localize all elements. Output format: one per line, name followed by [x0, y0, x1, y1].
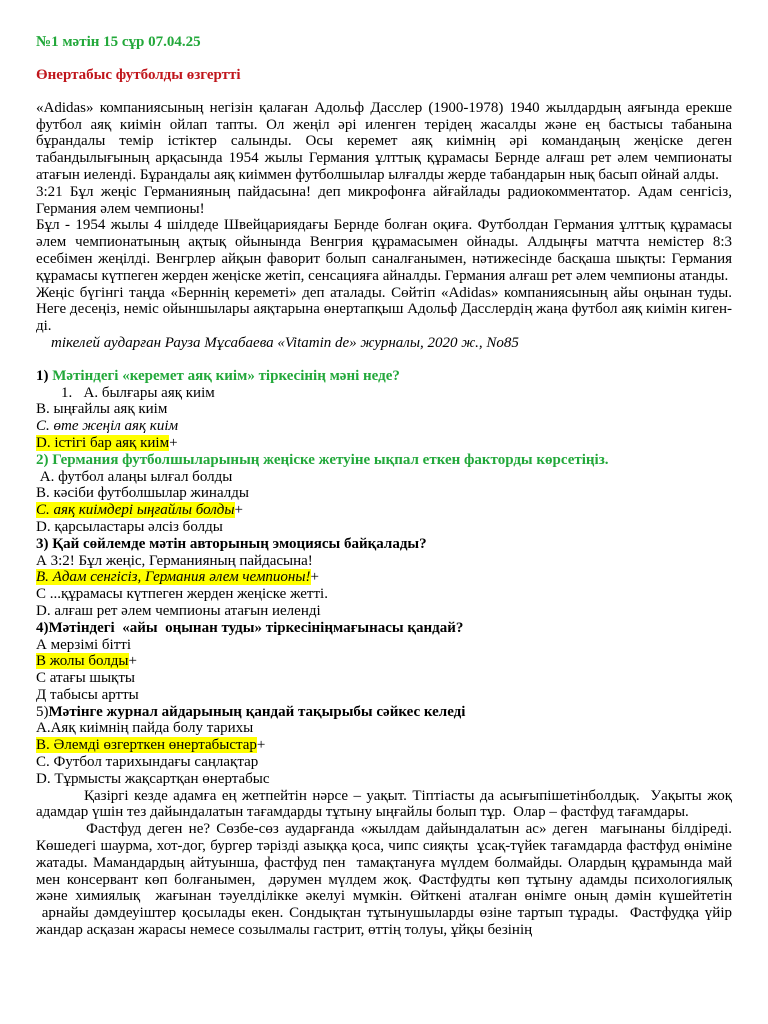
- q5-option-d: D. Тұрмысты жақсартқан өнертабыс: [36, 770, 270, 787]
- paragraph-4: Жеңіс бүгінгі таңда «Берннің кереметі» деп аталады. Сөйтіп «Adidas» компаниясының айы оңынан туды. Неге десеңіз, неміс ойыншылары аяқтарына өнертапқыш Адольф Дасслердің жаңа футбол аяқ киімін киген-ді.: [36, 284, 732, 335]
- text2-paragraph-2: Фастфуд деген не? Сөзбе-сөз аударғанда «жылдам дайындалатын ас» деген мағынаны білдіреді. Көшедегі шаурма, хот-дог, бургер тәрізді азыққа қоса, чипс сияқты ұсақ-түйек тағамдарда фастфуд өніміне жатады. Мамандардың айтуынша, фастфуд пен тамақтануға мүлдем болмайды. Олардың құрамында май мен консервант көп болғанымен, дәрумен мүлдем жоқ. Фастфудты көп тұтыну адамды психологиялық және химиялық жағынан тәуелділікке әкелуі мүмкін. Өйткені аталған өнімге оның дәмін күшейтетін арнайы дәмдеуіштер қосылады екен. Сондықтан тұтынушыларды өзіне тартып тұрады. Фастфудқа үйір жандар асқазан жарасы немесе созылмалы гастрит, өттің толуы, ұйқы безінің: [36, 821, 732, 939]
- question-5-text: Мәтінге журнал айдарының қандай тақырыбы сәйкес келеді: [48, 703, 466, 720]
- q2-correct-mark: +: [234, 502, 243, 519]
- q1-option-c: C. өте жеңіл аяқ киім: [36, 418, 179, 435]
- q5-option-c: С. Футбол тарихындағы саңлақтар: [36, 754, 259, 771]
- q5-option-b-row: [36, 737, 732, 754]
- paragraph-1: «Adidas» компаниясының негізін қалаған Адольф Дасслер (1900-1978) 1940 жылдардың аяғында ерекше футбол аяқ киімін ойлап тапты. Ол жеңіл әрі иленген терідең жасалды және ең бастысы табанына бұрандалы темір істіктер салынды. Осы керемет аяқ киімнің әрі командаңың жеңіске деген табандылығының арқасында 1954 жылы Германия ұлттық құрамасы Бернде алғаш рет әлем чемпионаты атағын иеленді. Бұрандалы аяқ киіммен футболшылар ылғалды жерде табандарын нық басып ойнай алды.: [36, 99, 732, 183]
- paragraph-2: 3:21 Бұл жеңіс Германияның пайдасына! деп микрофонға айғайлады радиокомментатор. Адам сенгісіз, Германия әлем чемпионы!: [36, 183, 732, 217]
- q1-option-d-row: [36, 435, 732, 452]
- paragraph-3: Бұл - 1954 жылы 4 шілдеде Швейцариядағы Бернде болған оқиға. Футболдан Германия ұлттық құрамасы әлем чемпионатының ақтық ойынында Венгрия құрамасымен ойнады. Алдыңғы матчта немістер 8:3 есебімен жеңілді. Венгрлер айқын фаворит болып саналғанымен, нәтижесінде басқаша шықты: Германия құрамасы күтпеген жерден жеңіске жетіп, сенсацияға айналды. Германия алғаш рет әлем чемпионы атанды.: [36, 217, 732, 284]
- q5-option-a: А.Аяқ киімнің пайда болу тарихы: [36, 720, 254, 737]
- q2-option-c-row: [36, 502, 732, 519]
- q5-option-b: В. Әлемді өзгерткен өнертабыстар: [36, 737, 257, 754]
- q2-option-c: C. аяқ киімдері ыңғайлы болды: [36, 502, 235, 519]
- q3-option-d: D. алғаш рет әлем чемпионы атағын иеленді: [36, 602, 321, 619]
- q3-option-a: А 3:2! Бұл жеңіс, Германияның пайдасына!: [36, 552, 313, 569]
- q1-option-d: D. істігі бар аяқ киім: [36, 434, 170, 451]
- headline: Өнертабыс футболды өзгертті: [36, 67, 241, 83]
- q1-correct-mark: +: [169, 434, 178, 451]
- question-3: 3) Қай сөйлемде мәтін авторының эмоциясы байқалады?: [36, 535, 427, 552]
- q3-option-b: В. Адам сенгісіз, Германия әлем чемпионы!: [36, 569, 311, 586]
- q4-correct-mark: +: [128, 653, 137, 670]
- question-5: [36, 704, 732, 721]
- q2-option-d: D. қарсыластары әлсіз болды: [36, 518, 223, 535]
- source-citation: тікелей аударған Рауза Мұсабаева «Vitamin de» журналы, 2020 ж., No85: [51, 334, 519, 351]
- q5-correct-mark: +: [256, 737, 266, 754]
- q3-correct-mark: +: [310, 569, 319, 586]
- q4-option-a: А мерзімі бітті: [36, 636, 131, 653]
- question-1-number: 1): [36, 367, 49, 384]
- question-4: 4)Мәтіндегі «айы оңынан туды» тіркесініңмағынасы қандай?: [36, 619, 464, 636]
- question-1: [36, 368, 732, 385]
- q2-option-b: В. кәсіби футболшылар жиналды: [36, 485, 249, 502]
- q3-option-c: C ...құрамасы күтпеген жерден жеңіске жетті.: [36, 586, 328, 603]
- question-2: 2) Германия футболшыларының жеңіске жетуіне ықпал еткен факторды көрсетіңіз.: [36, 451, 609, 468]
- q4-option-b-row: [36, 653, 732, 670]
- text2-paragraph-1: Қазіргі кезде адамға ең жетпейтін нәрсе – уақыт. Тіптіасты да асығыпішетінболдық. Уақыты жоқ адамдар үшін тез дайындалатын тағамдарды тұтыну ыңғайлы болып тұр. Олар – фастфуд тағамдары.: [36, 787, 732, 821]
- q2-option-a: А. футбол алаңы ылғал болды: [36, 468, 233, 485]
- q4-option-b: В жолы болды: [36, 653, 129, 670]
- question-5-number: 5): [36, 703, 49, 720]
- doc-title: №1 мәтін 15 сұр 07.04.25: [36, 34, 201, 50]
- q1-option-a: 1. А. былғары аяқ киім: [61, 384, 215, 401]
- q1-option-b: В. ыңғайлы аяқ киім: [36, 401, 168, 418]
- q3-option-b-row: [36, 569, 732, 586]
- q4-option-d: Д табысы артты: [36, 686, 139, 703]
- question-1-text: Мәтіндегі «керемет аяқ киім» тіркесінің мәні неде?: [48, 367, 400, 384]
- q4-option-c: С атағы шықты: [36, 670, 135, 687]
